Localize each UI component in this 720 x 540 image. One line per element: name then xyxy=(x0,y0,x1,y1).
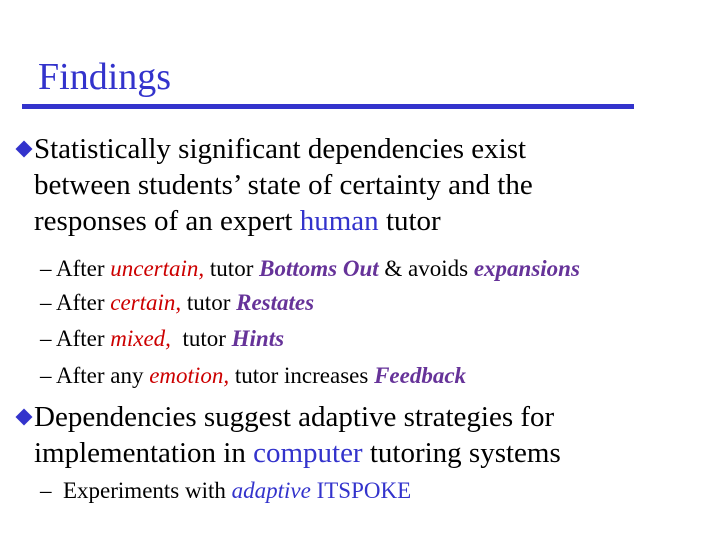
bullet-diamond-icon xyxy=(16,141,33,158)
sub-bullet-3: – After mixed, tutor Hints xyxy=(40,326,285,351)
title-underline xyxy=(22,104,634,109)
bullet-1 xyxy=(34,131,533,239)
bullet-2-line-2: implementation in computer tutoring systems xyxy=(34,437,561,469)
bullet-diamond-icon xyxy=(16,409,33,426)
sub-bullet-4: – After any emotion, tutor increases Feedback xyxy=(40,363,467,388)
bullet-2 xyxy=(34,399,561,471)
slide-title: Findings xyxy=(38,56,172,98)
bullet-1-line-3: responses of an expert human tutor xyxy=(34,205,441,237)
sub-bullet-1: – After uncertain, tutor Bottoms Out & avoids expansions xyxy=(40,256,580,281)
sub-bullet-2: – After certain, tutor Restates xyxy=(40,290,315,315)
sub-bullet-5: – Experiments with adaptive ITSPOKE xyxy=(40,478,412,503)
bullet-2-line-1: Dependencies suggest adaptive strategies for xyxy=(34,401,555,433)
bullet-1-line-1: Statistically significant dependencies exist xyxy=(34,133,527,165)
bullet-1-line-2: between students’ state of certainty and the xyxy=(34,169,533,201)
